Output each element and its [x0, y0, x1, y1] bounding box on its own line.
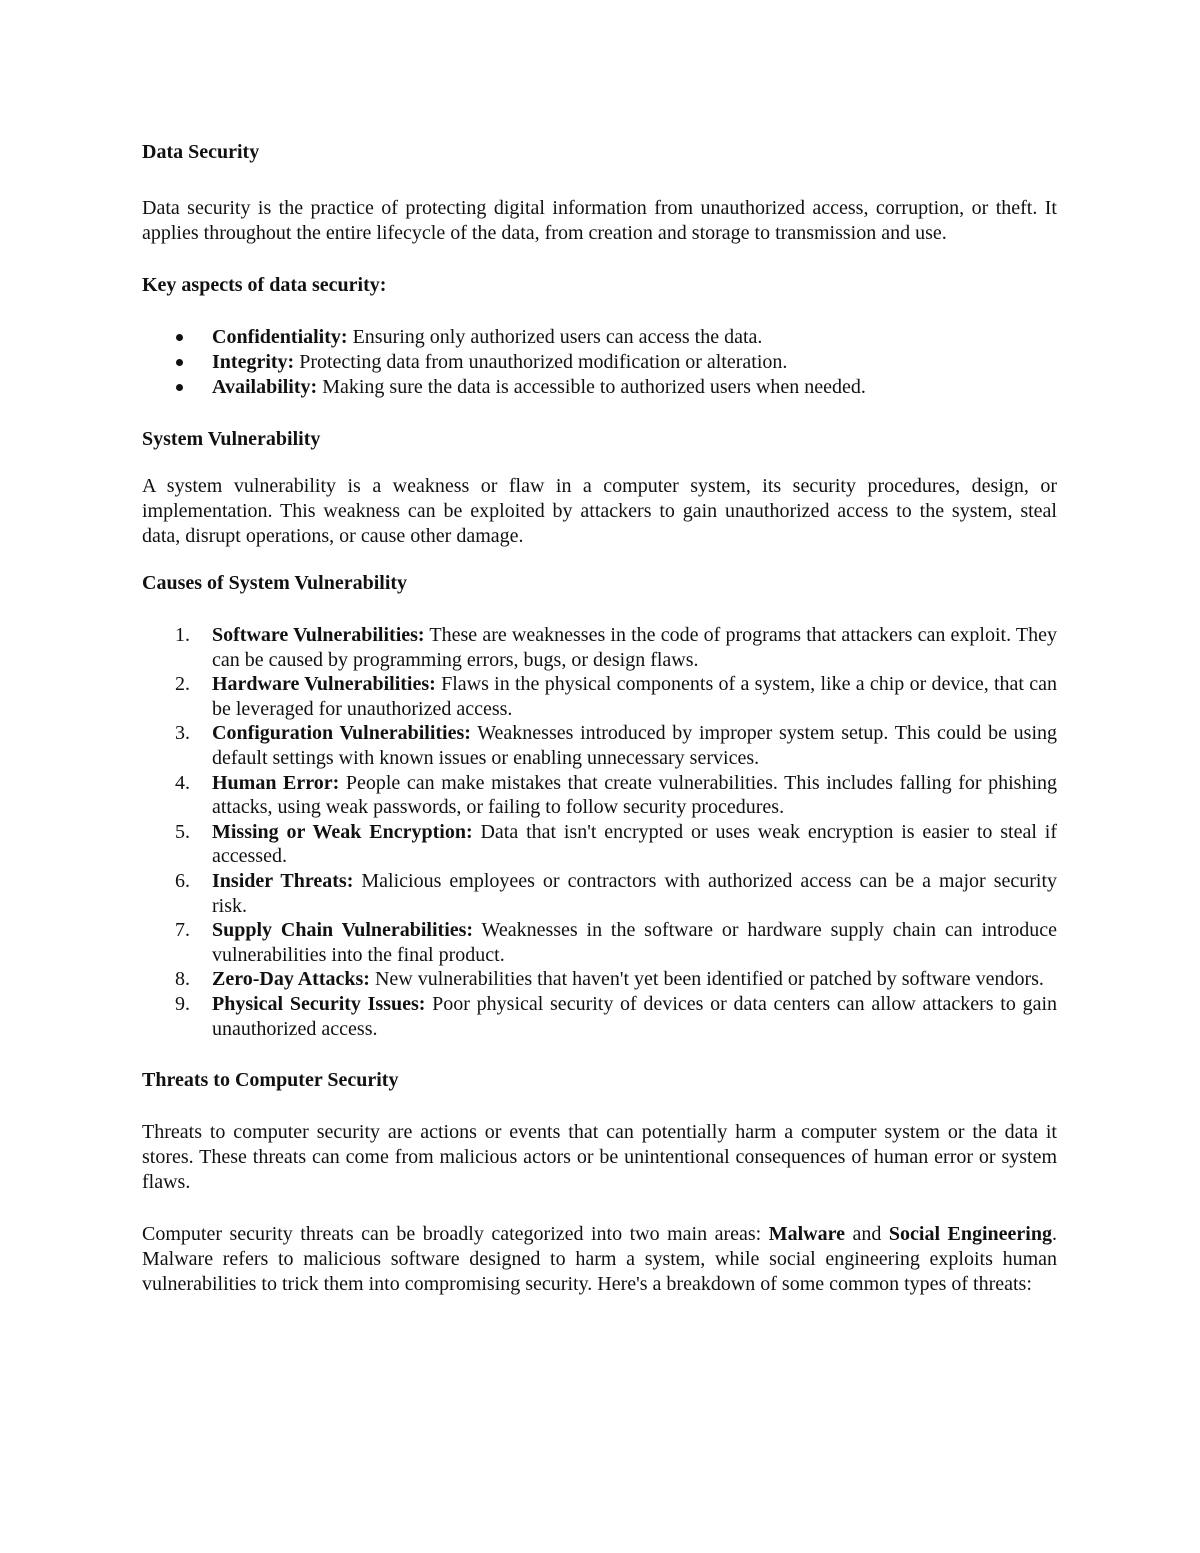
list-item-term: Zero-Day Attacks:: [212, 968, 370, 991]
paragraph-text: and: [845, 1223, 889, 1246]
list-item: [142, 918, 1057, 967]
list-item-number: 8.: [175, 968, 190, 991]
causes-list: [142, 623, 1057, 1041]
document-page: [142, 140, 1057, 1297]
list-item-term: Human Error:: [212, 771, 340, 794]
paragraph-threat-categories: [142, 1222, 1057, 1297]
list-item-number: 3.: [175, 722, 190, 745]
list-item: [142, 820, 1057, 869]
list-item-text: Malicious employees or contractors with authorized access can be a major security risk.: [212, 869, 1058, 917]
list-item-term: Confidentiality:: [212, 326, 348, 348]
paragraph-system-vulnerability: A system vulnerability is a weakness or flaw in a computer system, its security procedures, design, or implementation. This weakness can be exploited by attackers to gain unauthorized access to the system, steal data, disrupt operations, or cause other damage.: [142, 475, 1057, 547]
list-item-number: 9.: [175, 992, 190, 1015]
list-item: [142, 771, 1057, 820]
list-item-term: Hardware Vulnerabilities:: [212, 673, 436, 696]
list-item-text: Weaknesses introduced by improper system setup. This could be using default settings with known issues or enabling unnecessary services.: [212, 722, 1057, 769]
list-item: [142, 325, 1057, 350]
list-item-term: Missing or Weak Encryption:: [212, 820, 473, 843]
list-item-text: Data that isn't encrypted or uses weak encryption is easier to steal if accessed.: [212, 820, 1057, 868]
paragraph-text: Computer security threats can be broadly categorized into two main areas:: [142, 1223, 769, 1246]
list-item-term: Configuration Vulnerabilities:: [212, 722, 471, 745]
list-item: [142, 721, 1057, 770]
list-item-term: Insider Threats:: [212, 869, 354, 892]
section-heading-threats: Threats to Computer Security: [142, 1069, 399, 1092]
list-item-number: 5.: [175, 820, 190, 843]
list-item-term: Supply Chain Vulnerabilities:: [212, 919, 474, 942]
section-heading-causes: Causes of System Vulnerability: [142, 572, 408, 594]
paragraph-text: . Malware refers to malicious software designed to harm a system, while social engineering exploits human vulnerabilities to trick them into compromising security. Here's a breakdown of some common types of threats:: [142, 1223, 1057, 1296]
list-item: [142, 672, 1057, 721]
list-item-text: People can make mistakes that create vulnerabilities. This includes falling for phishing attacks, using weak passwords, or failing to follow security procedures.: [212, 771, 1058, 819]
list-item-term: Availability:: [212, 376, 318, 398]
paragraph-threats: Threats to computer security are actions or events that can potentially harm a computer system or the data it stores. These threats can come from malicious actors or be unintentional consequences of human error or system flaws.: [142, 1121, 1057, 1194]
key-aspects-list: [142, 325, 1057, 400]
social-engineering-term: Social Engineering: [888, 1223, 1052, 1246]
section-heading-key-aspects: Key aspects of data security:: [142, 274, 387, 296]
list-item-text: New vulnerabilities that haven't yet been identified or patched by software vendors.: [369, 968, 1044, 991]
list-item-number: 6.: [175, 869, 190, 892]
list-item: [142, 967, 1057, 992]
list-item: [142, 350, 1057, 375]
bullet-icon: [176, 359, 183, 366]
paragraph-data-security-intro: Data security is the practice of protecting digital information from unauthorized access, corruption, or theft. It applies throughout the entire lifecycle of the data, from creation and storage to transmission and use.: [142, 197, 1057, 244]
list-item-text: Weaknesses in the software or hardware supply chain can introduce vulnerabilities into the final product.: [212, 919, 1057, 966]
list-item: [142, 992, 1057, 1041]
list-item-text: These are weaknesses in the code of programs that attackers can exploit. They can be caused by programming errors, bugs, or design flaws.: [212, 624, 1057, 671]
list-item-text: Making sure the data is accessible to authorized users when needed.: [317, 376, 866, 398]
bullet-icon: [176, 384, 183, 391]
list-item-term: Software Vulnerabilities:: [212, 624, 425, 646]
section-heading-system-vulnerability: System Vulnerability: [142, 428, 321, 450]
list-item-text: Poor physical security of devices or data centers can allow attackers to gain unauthorized access.: [212, 992, 1057, 1040]
list-item-text: Ensuring only authorized users can access the data.: [347, 326, 763, 348]
list-item-number: 4.: [175, 771, 190, 794]
malware-term: Malware: [768, 1223, 846, 1246]
list-item: [142, 869, 1057, 918]
list-item: [142, 623, 1057, 672]
list-item-term: Integrity:: [212, 351, 295, 373]
list-item-number: 1.: [175, 624, 190, 646]
list-item: [142, 375, 1057, 400]
list-item-text: Flaws in the physical components of a system, like a chip or device, that can be leveraged for unauthorized access.: [212, 673, 1058, 720]
list-item-text: Protecting data from unauthorized modification or alteration.: [294, 351, 788, 373]
section-heading-data-security: Data Security: [142, 141, 260, 163]
bullet-icon: [176, 334, 183, 341]
list-item-number: 2.: [175, 673, 190, 696]
list-item-number: 7.: [175, 919, 190, 942]
list-item-term: Physical Security Issues:: [212, 992, 426, 1015]
